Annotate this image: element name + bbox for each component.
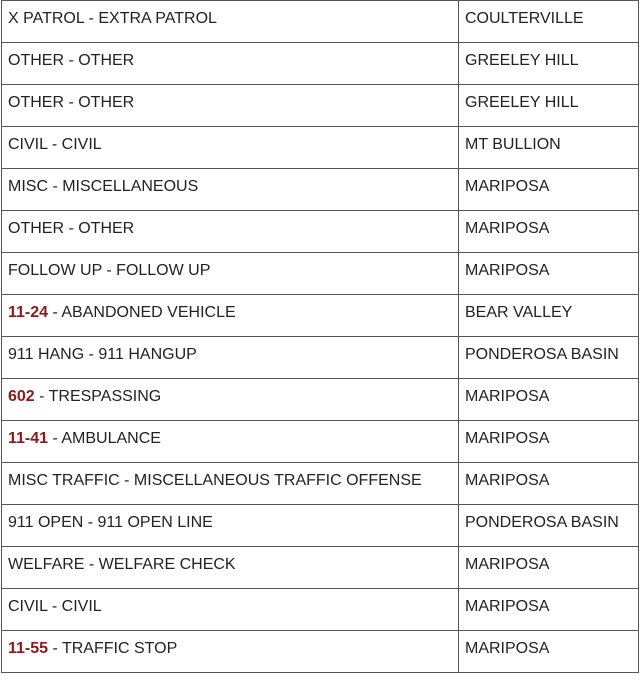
location-cell <box>459 589 639 631</box>
location-cell <box>459 253 639 295</box>
table-row <box>2 1 639 43</box>
location-text: COULTERVILLE <box>465 10 584 27</box>
table-row <box>2 337 639 379</box>
call-type-cell <box>2 589 459 631</box>
call-description: OTHER - OTHER <box>8 52 135 69</box>
location-cell <box>459 1 639 43</box>
call-description: 911 OPEN - 911 OPEN LINE <box>8 514 213 531</box>
location-cell <box>459 421 639 463</box>
location-text: BEAR VALLEY <box>465 304 573 321</box>
call-log-body <box>2 1 639 673</box>
call-type-cell <box>2 211 459 253</box>
location-cell <box>459 169 639 211</box>
location-text: MARIPOSA <box>465 178 550 195</box>
table-row <box>2 631 639 673</box>
table-row <box>2 211 639 253</box>
call-type-cell <box>2 43 459 85</box>
table-row <box>2 505 639 547</box>
location-text: PONDEROSA BASIN <box>465 346 619 363</box>
call-type-cell <box>2 85 459 127</box>
call-description: X PATROL - EXTRA PATROL <box>8 10 217 27</box>
location-cell <box>459 463 639 505</box>
location-cell <box>459 127 639 169</box>
call-type-cell <box>2 337 459 379</box>
location-cell <box>459 379 639 421</box>
location-cell <box>459 547 639 589</box>
location-cell <box>459 85 639 127</box>
call-type-cell <box>2 169 459 211</box>
call-description: OTHER - OTHER <box>8 220 135 237</box>
location-cell <box>459 295 639 337</box>
table-row <box>2 295 639 337</box>
call-description: - TRESPASSING <box>34 388 162 405</box>
location-text: PONDEROSA BASIN <box>465 514 619 531</box>
call-type-cell <box>2 379 459 421</box>
location-cell <box>459 211 639 253</box>
location-text: MARIPOSA <box>465 262 550 279</box>
call-type-cell <box>2 547 459 589</box>
call-description: MISC - MISCELLANEOUS <box>8 178 199 195</box>
table-row <box>2 43 639 85</box>
call-description: - ABANDONED VEHICLE <box>48 304 236 321</box>
location-text: MARIPOSA <box>465 472 550 489</box>
location-cell <box>459 337 639 379</box>
call-code: 11-55 <box>8 640 49 657</box>
call-type-cell <box>2 1 459 43</box>
location-text: MARIPOSA <box>465 388 550 405</box>
call-description: WELFARE - WELFARE CHECK <box>8 556 236 573</box>
call-type-cell <box>2 505 459 547</box>
call-description: 911 HANG - 911 HANGUP <box>8 346 197 363</box>
location-text: GREELEY HILL <box>465 94 579 111</box>
table-row <box>2 421 639 463</box>
table-row <box>2 169 639 211</box>
call-type-cell <box>2 295 459 337</box>
location-text: MARIPOSA <box>465 430 550 447</box>
call-description: CIVIL - CIVIL <box>8 136 102 153</box>
location-text: MARIPOSA <box>465 640 550 657</box>
location-text: MARIPOSA <box>465 556 550 573</box>
call-code: 11-41 <box>8 430 49 447</box>
call-description: MISC TRAFFIC - MISCELLANEOUS TRAFFIC OFFENSE <box>8 472 422 489</box>
table-row <box>2 589 639 631</box>
table-row <box>2 547 639 589</box>
location-cell <box>459 631 639 673</box>
location-text: MT BULLION <box>465 136 561 153</box>
call-code: 11-24 <box>8 304 49 321</box>
call-description: - AMBULANCE <box>48 430 161 447</box>
call-description: CIVIL - CIVIL <box>8 598 102 615</box>
call-type-cell <box>2 463 459 505</box>
location-text: MARIPOSA <box>465 598 550 615</box>
call-description: OTHER - OTHER <box>8 94 135 111</box>
call-type-cell <box>2 253 459 295</box>
call-type-cell <box>2 631 459 673</box>
location-text: GREELEY HILL <box>465 52 579 69</box>
call-type-cell <box>2 127 459 169</box>
table-row <box>2 85 639 127</box>
table-row <box>2 463 639 505</box>
location-text: MARIPOSA <box>465 220 550 237</box>
call-description: - TRAFFIC STOP <box>48 640 178 657</box>
table-row <box>2 127 639 169</box>
call-type-cell <box>2 421 459 463</box>
call-description: FOLLOW UP - FOLLOW UP <box>8 262 211 279</box>
table-row <box>2 253 639 295</box>
table-row <box>2 379 639 421</box>
location-cell <box>459 505 639 547</box>
call-log-table <box>1 0 639 673</box>
call-code: 602 <box>8 388 35 405</box>
location-cell <box>459 43 639 85</box>
